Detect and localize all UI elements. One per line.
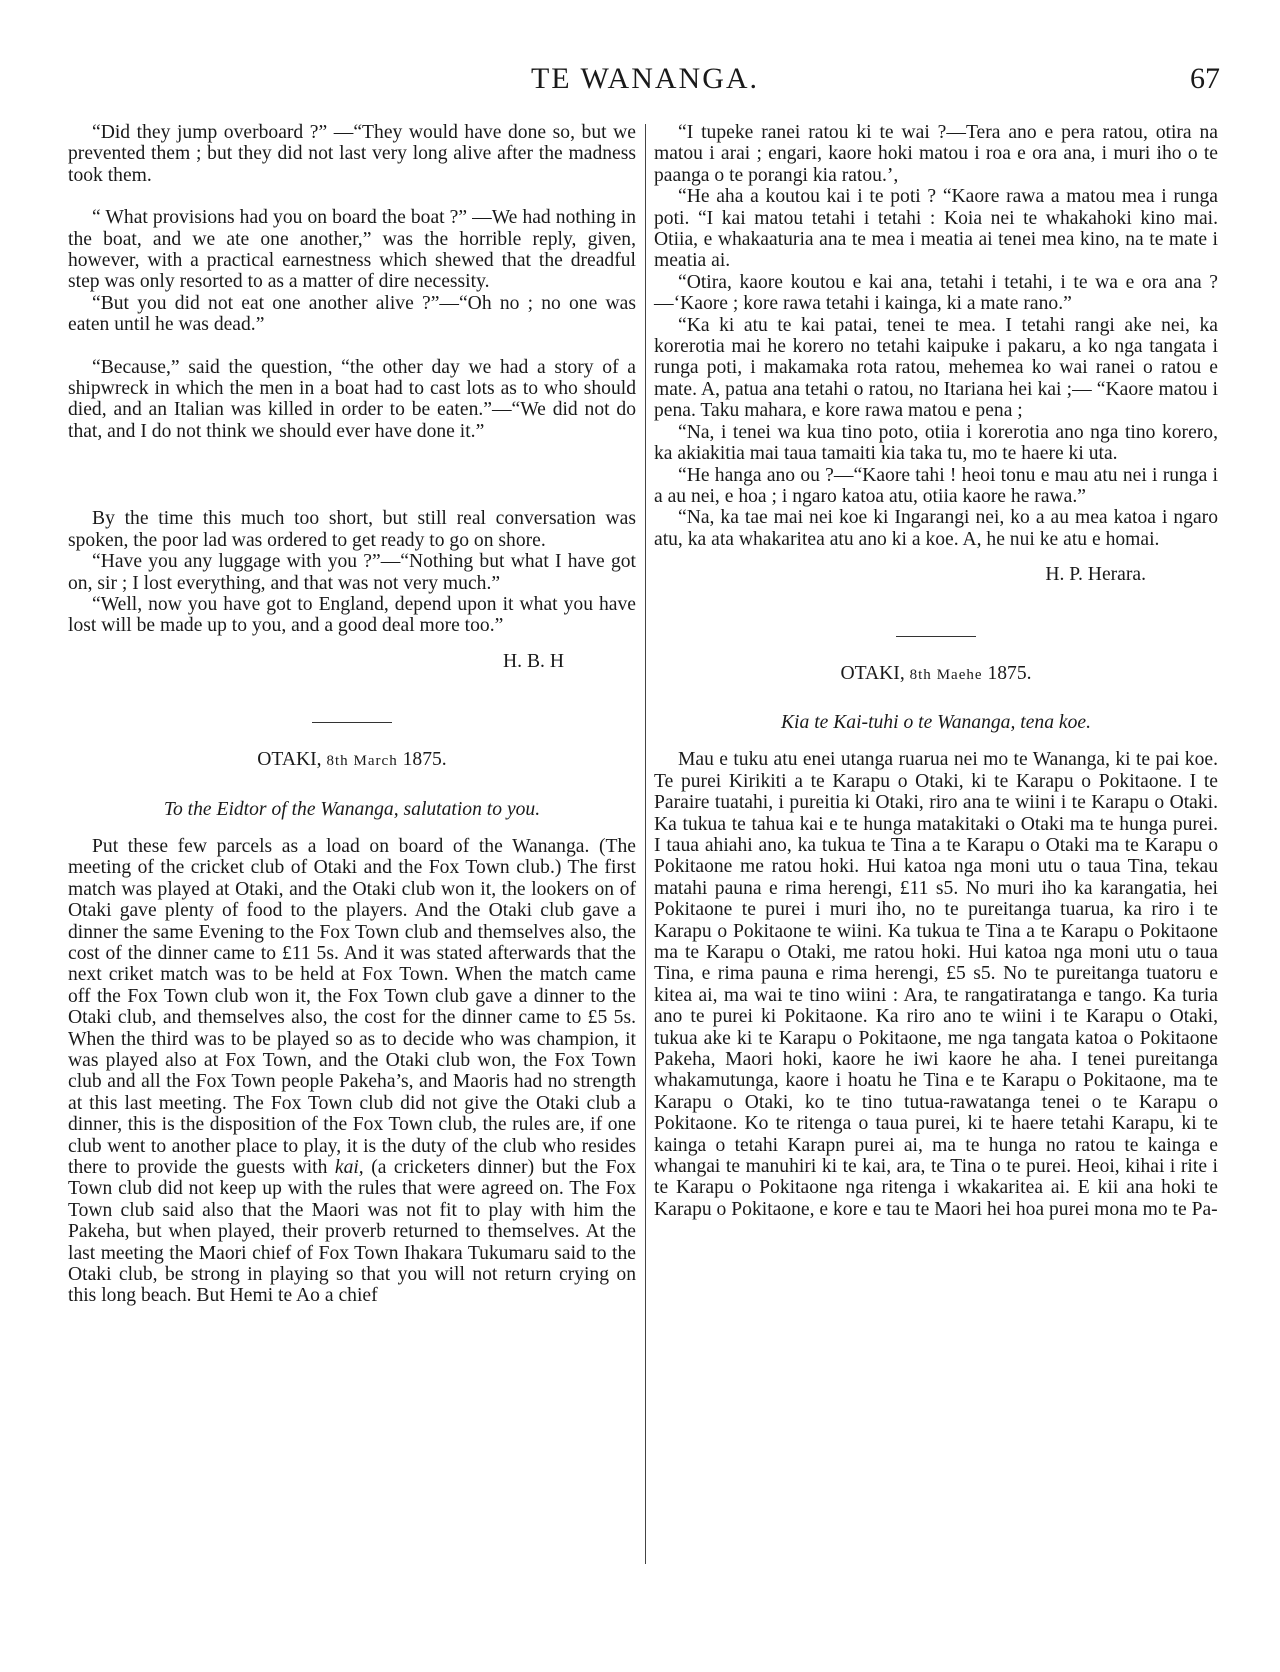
english-paragraph: “But you did not eat one another alive ?”—“Oh no ; no one was eaten until he was dead.” xyxy=(68,292,636,336)
maori-signature: H. P. Herara. xyxy=(1045,564,1146,586)
dateline-month: March xyxy=(353,753,398,770)
page-number: 67 xyxy=(1190,62,1220,95)
maori-column xyxy=(654,122,1218,1220)
dateline-place: OTAKI, xyxy=(840,662,905,684)
column-divider xyxy=(645,124,646,1564)
english-paragraph: “Because,” said the question, “the other day we had a story of a shipwreck in which the men in a boat had to cast lots as to who should died, and an Italian was killed in order to be eaten.”—“We did not do that, and I do not think we should ever have done it.” xyxy=(68,356,636,442)
letter-body-part: Put these few parcels as a load on board of the Wananga. (The meeting of the cricket club of Otaki and the Fox Town club.) The first match was played at Otaki, and the Otaki club won it, the lookers on of Otaki gave plenty of food to the players. And the Otaki club gave a dinner the same Evening to the Fox Town club and themselves also, the cost of the dinner came to £11 5s. And it was stated afterwards that the next criket match was to be held at Fox Town. When the match came off the Fox Town club won it, the Fox Town club gave a dinner to the Otaki club, and themselves also, the cost for the dinner came to £5 5s. When the third was to be played so as to decide who was champion, it was played also at Fox Town, and the Otaki club won, the Fox Town club and all the Fox Town people Pakeha’s, and Maoris had no strength at this last meeting. The Fox Town club did not give the Otaki club a dinner, this is the disposition of the Fox Town club, the rules are, if one club went to another place to play, it is the duty of the club who resides there to provide the guests with xyxy=(68,835,636,1179)
maori-paragraph: “He hanga ano ou ?—“Kaore tahi ! heoi tonu e mau atu nei i runga i a au nei, e hoa ; i ngaro katoa atu, otiia kaore he rawa.” xyxy=(654,464,1218,507)
english-letter-body xyxy=(68,836,636,1307)
maori-paragraph: “Otira, kaore koutou e kai ana, tetahi i tetahi, i te wa e ora ana ?—‘Kaore ; kore rawa tetahi i kainga, ki a mate rano.” xyxy=(654,271,1218,315)
dateline-place: OTAKI, xyxy=(257,749,322,771)
english-paragraph: By the time this much too short, but still real conversation was spoken, the poor lad was ordered to get ready to go on shore. xyxy=(68,508,636,551)
english-paragraph: “Did they jump overboard ?” —“They would have done so, but we prevented them ; but they did not last very long alive after the madness took them. xyxy=(68,122,636,186)
letter-body-part: (a cricketers dinner) but the Fox Town club did not keep up with the rules that were agreed on. The Fox Town club said also that the Maori was not fit to play with him the Pakeha, but when played, their proverb returned to themselves. At the last meeting the Maori chief of Fox Town Ihakara Tukumaru said to the Otaki club, be strong in playing so that you will not return crying on this long beach. But Hemi te Ao a chief xyxy=(68,1157,636,1307)
running-title: TE WANANGA. xyxy=(530,62,760,95)
english-paragraph: “Have you any luggage with you ?”—“Nothing but what I have got on, sir ; I lost everything, and that was not very much.” xyxy=(68,551,636,594)
maori-dateline xyxy=(654,663,1218,686)
english-salutation: To the Eidtor of the Wananga, salutation to you. xyxy=(163,798,541,820)
maori-letter-body: Mau e tuku atu enei utanga ruarua nei mo te Wananga, ki te pai koe. Te purei Kirikiti a te Karapu o Otaki, ki te Karapu o Pokitaone. I te Paraire tuatahi, i pureitia ki Otaki, riro ana te wiini i te Karapu o Otaki. Ka tukua te tahua kai e te hunga matakitaki o Otaki ma te hunga purei. I taua ahiahi ano, ka tukua te Tina a te Karapu o Otaki ma te Karapu o Pokitaone me ratou hoki. Hui katoa nga moni utu o taua Tina, tekau matahi pauna e rima herengi, £11 s5. No muri iho ka karangatia, hei Pokitaone te purei i muri iho, no te pureitanga tuarua, ka riro i te Karapu o Pokitaone te wiini. Ka tukua te Tina a te Karapu o Pokitaone ma te Karapu o Otaki, me ratou hoki. Hui katoa nga moni utu o taua Tina, e rima pauna e rima herengi, £5 s5. No te pureitanga tuatoru e kitea ai, ma wai te tino wiini : Ara, te rangatiratanga e tango. Ka turia ano te purei ki Pokitaone. Ka riro ano te wiini i te Karapu o Otaki, tukua ake ki te Karapu o Pokitaone, me nga tangata katoa o Pokitaone Pakeha, Maori hoki, kaore he iwi kaore he aha. I tenei pureitanga whakamutunga, kaore i hoatu he Tina e te Karapu o Pokitaone, ma te Karapu o Otaki, ko te tino tutua-rawatanga tenei o te Karapu o Pokitaone. Ko te ritenga o taua purei, ki te haere tetahi Karapu, ki te kainga o tetahi Karapn purei ai, ma te hunga no ratou te kainga e whangai te manuhiri ki te kai, ara, te Tina o te purei. Heoi, kihai i rite i te Karapu o Pokitaone nga ritenga i wkakaritea ai. E kii ana hoki te Karapu o Pokitaone, e kore e tau te Maori hei hoa purei mona mo te Pa- xyxy=(654,749,1218,1220)
maori-paragraph: “He aha a koutou kai i te poti ? “Kaore rawa a matou mea i runga poti. “I kai matou tetahi i tetahi : Koia nei te whakahoki kino mai. Otiia, e whakaaturia ana te mea i meatia ai tenei mea kino, na te mate i meatia ai. xyxy=(654,186,1218,272)
section-rule xyxy=(312,722,392,723)
dateline-year: 1875. xyxy=(402,749,447,771)
maori-salutation: Kia te Kai-tuhi o te Wananga, tena koe. xyxy=(780,711,1092,733)
english-paragraph: “Well, now you have got to England, depend upon it what you have lost will be made up to you, and a good deal more too.” xyxy=(68,593,636,637)
dateline-day: 8th xyxy=(326,753,349,770)
dateline-day: 8th xyxy=(909,666,932,683)
english-column xyxy=(68,122,636,1307)
english-dateline xyxy=(68,749,636,772)
letter-body-kai: kai, xyxy=(334,1157,364,1179)
maori-paragraph: “Na, i tenei wa kua tino poto, otiia i korerotia ano nga tino korero, ka akiakitia mai taua tamaiti kia taka tu, mo te haere ki uta. xyxy=(654,421,1218,465)
maori-paragraph: “I tupeke ranei ratou ki te wai ?—Tera ano e pera ratou, otira na matou i arai ; engari, kaore hoki matou i roa e ora ana, i muri iho o te paanga o te porangi kia ratou.’, xyxy=(654,122,1218,186)
dateline-year: 1875. xyxy=(987,662,1032,684)
english-signature: H. B. H xyxy=(503,650,564,672)
english-paragraph: “ What provisions had you on board the boat ?” —We had nothing in the boat, and we ate one another,” was the horrible reply, given, however, with a practical earnestness which shewed that the dreadful step was only resorted to as a matter of dire necessity. xyxy=(68,207,636,293)
dateline-month: Maehe xyxy=(936,666,983,683)
section-rule xyxy=(896,636,976,637)
maori-paragraph: “Ka ki atu te kai patai, tenei te mea. I tetahi rangi ake nei, ka korerotia mai he korero no tetahi kaipuke i pakaru, a ko nga tangata i runga poti, i makamaka rota ratou, mehemea ko wai ranei o ratou e mate. A, patua ana tetahi o ratou, no Itariana hei kai ;— “Kaore matou i pena. Taku mahara, e kore rawa matou e pena ; xyxy=(654,314,1218,422)
maori-paragraph: “Na, ka tae mai nei koe ki Ingarangi nei, ko a au mea katoa i ngaro atu, ka ata whakaritea atu ano ki a koe. A, he nui ke atu e homai. xyxy=(654,507,1218,550)
page-header xyxy=(70,62,1220,102)
